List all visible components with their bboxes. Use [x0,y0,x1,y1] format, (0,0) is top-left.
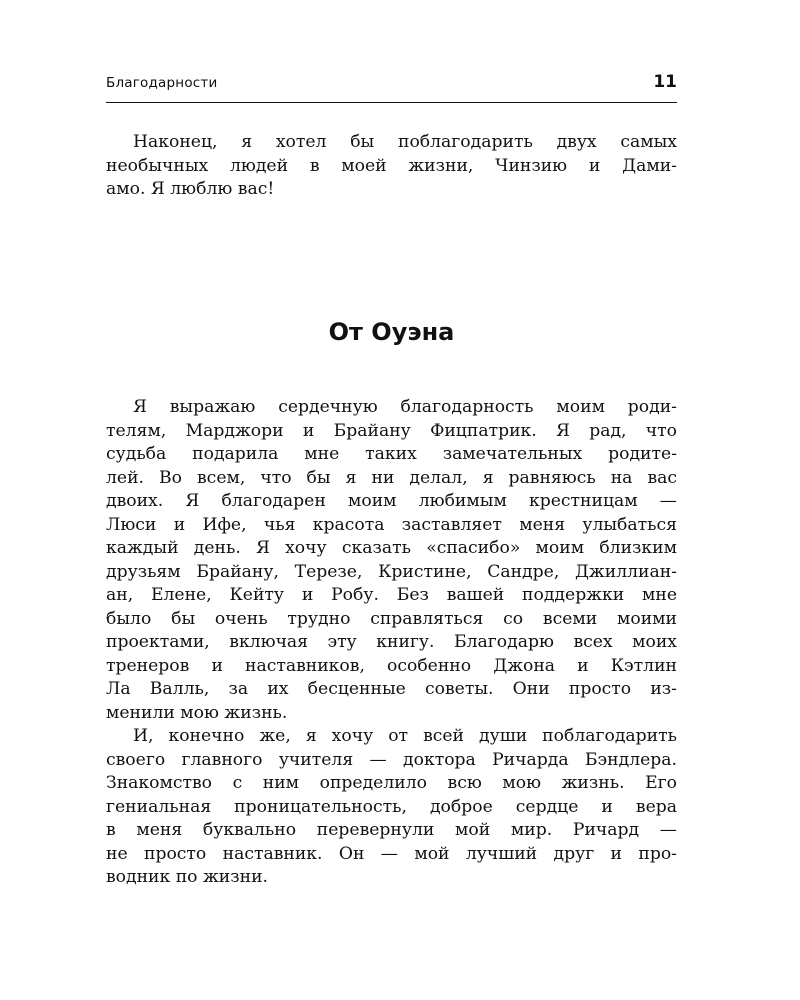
header-rule [106,102,677,103]
text-line: И, конечно же, я хочу от всей души поблагодарить [133,726,677,746]
section-heading: От Оуэна [328,318,455,346]
text-line: лей. Во всем, что бы я ни делал, я равняюсь на вас [106,467,677,488]
text-line: Знакомство с ним определило всю мою жизнь. Его [106,773,677,793]
text-line: Я выражаю сердечную благодарность моим роди- [133,397,677,417]
text-line: своего главного учителя — доктора Ричарда Бэндлера. [106,749,677,770]
paragraph-gratitude-mentor [106,725,677,890]
paragraph-gratitude-family [106,396,677,725]
text-line: друзьям Брайану, Терезе, Кристине, Сандре, Джиллиан- [106,561,677,582]
text-line: каждый день. Я хочу сказать «спасибо» моим близким [106,538,677,558]
text-line: гениальная проницательность, доброе сердце и вера [106,796,677,817]
text-line: двоих. Я благодарен моим любимым крестницам — [106,491,677,511]
text-line: Наконец, я хотел бы поблагодарить двух самых [133,132,677,152]
running-header [106,72,677,94]
text-line: судьба подарила мне таких замечательных родите- [106,444,677,464]
text-line: менили мою жизнь. [106,702,288,723]
section-body [106,396,677,890]
text-line: в меня буквально перевернули мой мир. Ричард — [106,820,677,840]
text-line: тренеров и наставников, особенно Джона и Кэтлин [106,655,677,676]
text-line: не просто наставник. Он — мой лучший друг и про- [106,843,677,864]
text-line: Ла Валль, за их бесценные советы. Они просто из- [106,679,677,699]
text-line: Люси и Ифе, чья красота заставляет меня улыбаться [106,514,677,535]
running-title: Благодарности [106,75,218,91]
text-line: необычных людей в моей жизни, Чинзию и Дами- [106,155,677,176]
text-line: ан, Елене, Кейту и Робу. Без вашей поддержки мне [106,585,677,605]
text-line: телям, Марджори и Брайану Фицпатрик. Я рад, что [106,420,677,441]
intro-paragraph [106,131,677,202]
text-line: проектами, включая эту книгу. Благодарю всех моих [106,632,677,652]
text-line: было бы очень трудно справляться со всеми моими [106,608,677,629]
page-number: 11 [653,72,677,92]
text-line: амо. Я люблю вас! [106,179,275,199]
text-line: водник по жизни. [106,867,269,887]
